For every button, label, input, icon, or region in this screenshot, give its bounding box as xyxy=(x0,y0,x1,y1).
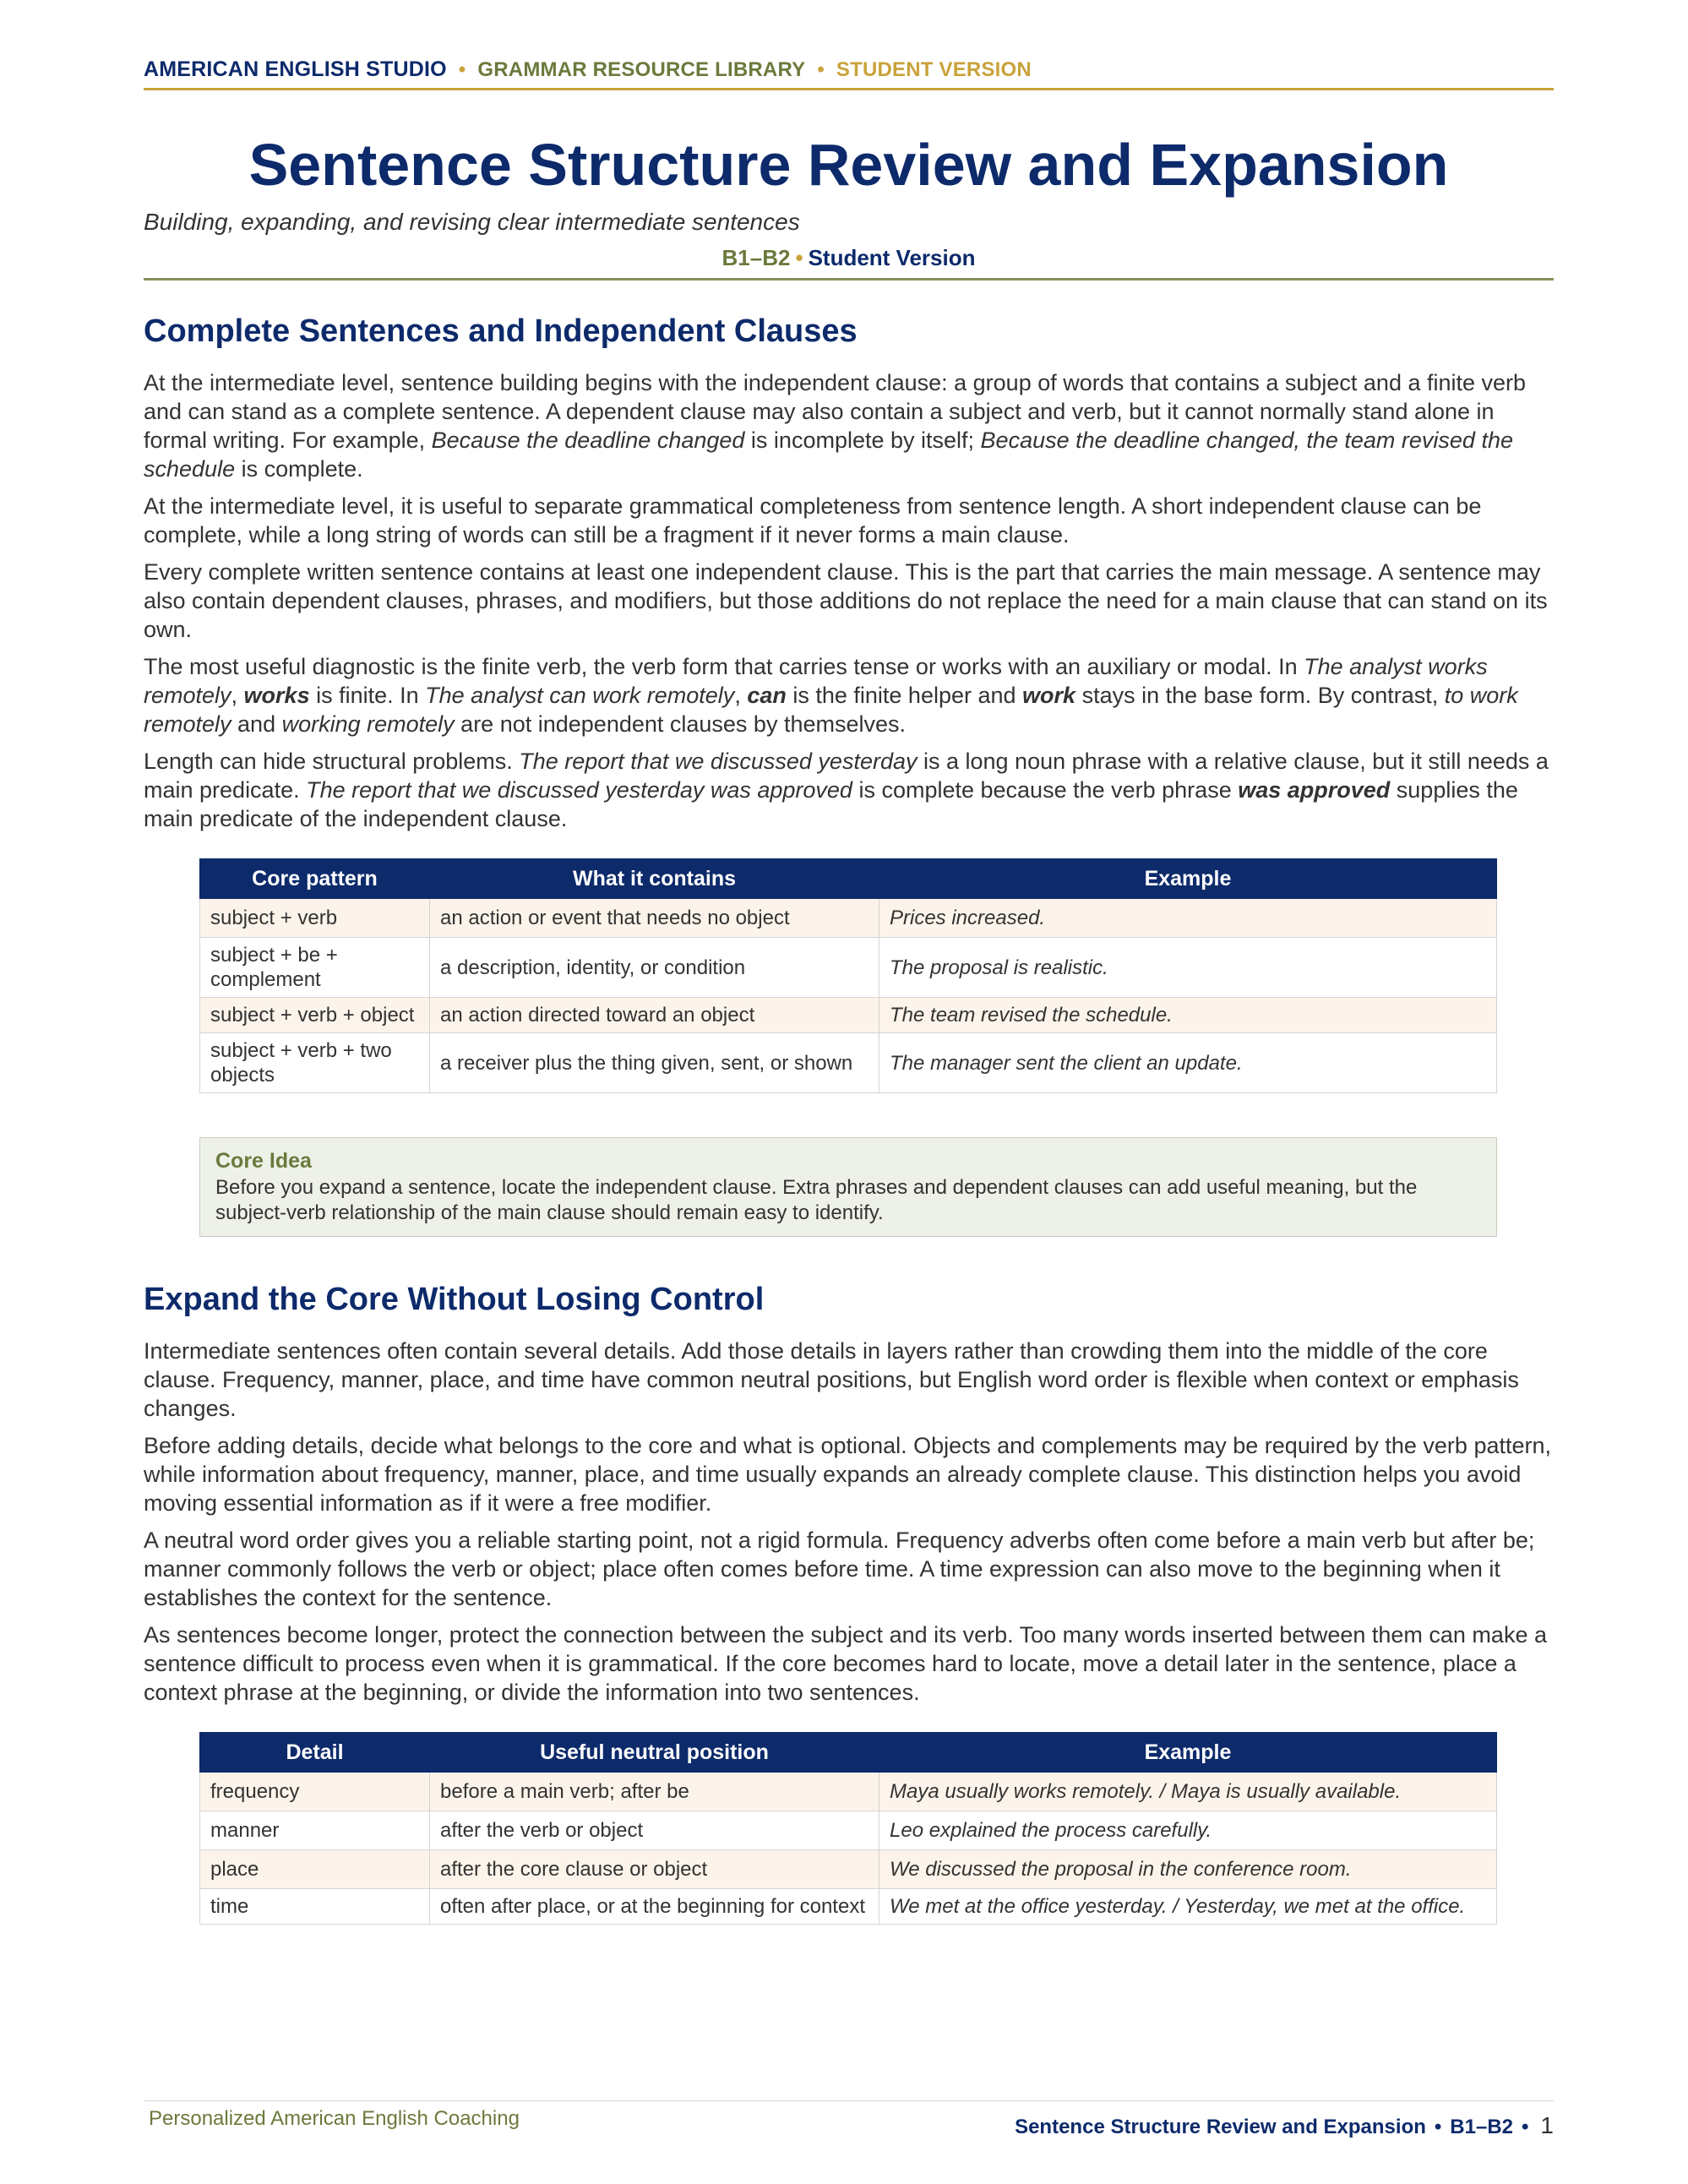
text-run: Length can hide structural problems. xyxy=(144,749,520,774)
column-header: Useful neutral position xyxy=(430,1733,879,1773)
example-phrase: Because the deadline changed xyxy=(431,428,745,453)
example-cell: The team revised the schedule. xyxy=(879,998,1497,1033)
page-subtitle: Building, expanding, and revising clear intermediate sentences xyxy=(144,209,800,235)
page-content xyxy=(144,52,1554,1925)
table-row xyxy=(200,1889,1497,1925)
level-label: B1–B2 xyxy=(721,245,791,270)
example-phrase: working remotely xyxy=(281,711,455,737)
text-run: is incomplete by itself; xyxy=(744,428,981,453)
text-run: , xyxy=(734,683,748,708)
text-run: supplies the main predicate of the independent clause. xyxy=(144,777,1518,831)
core-pattern-table xyxy=(199,858,1497,1093)
table-row xyxy=(200,1850,1497,1889)
table-cell: frequency xyxy=(200,1773,430,1811)
footer-separator: • xyxy=(1434,2116,1442,2138)
table-cell: a receiver plus the thing given, sent, or shown xyxy=(430,1033,879,1093)
table-header-row xyxy=(200,859,1497,899)
example-cell: Leo explained the process carefully. xyxy=(879,1811,1497,1850)
level-separator: • xyxy=(795,245,803,270)
text-run: is finite. In xyxy=(309,683,426,708)
header-brand: AMERICAN ENGLISH STUDIO xyxy=(144,57,447,81)
header-separator: • xyxy=(458,58,466,81)
table-row xyxy=(200,899,1497,938)
page-footer xyxy=(144,2100,1554,2138)
column-header: Example xyxy=(879,859,1497,899)
table-row xyxy=(200,938,1497,998)
table-cell: a description, identity, or condition xyxy=(430,938,879,998)
table-row xyxy=(200,1773,1497,1811)
footer-left-text: Personalized American English Coaching xyxy=(149,2107,520,2130)
paragraph: As sentences become longer, protect the connection between the subject and its verb. Too many words inserted between them can make a sentence difficult to process even when it is grammatical. If the core becomes hard to locate, move a detail later in the sentence, place a context phrase at the beginning, or divide the information into two sentences. xyxy=(144,1622,1547,1705)
emphasized-term: works xyxy=(243,683,310,708)
example-phrase: The report that we discussed yesterday xyxy=(519,749,918,774)
header-rule xyxy=(144,88,1554,90)
example-phrase: The analyst works remotely xyxy=(144,654,1488,708)
table-cell: after the verb or object xyxy=(430,1811,879,1850)
table-cell: before a main verb; after be xyxy=(430,1773,879,1811)
text-run: are not independent clauses by themselves. xyxy=(454,711,907,737)
page-number: 1 xyxy=(1540,2112,1554,2138)
example-cell: Prices increased. xyxy=(879,899,1497,938)
text-run: The most useful diagnostic is the finite verb, the verb form that carries tense or works with an auxiliary or modal. In xyxy=(144,654,1304,679)
callout-title: Core Idea xyxy=(215,1149,312,1173)
table-cell: subject + verb + object xyxy=(200,998,430,1033)
table-row xyxy=(200,1811,1497,1850)
paragraph xyxy=(144,652,1554,738)
table-header-row xyxy=(200,1733,1497,1773)
paragraph: Intermediate sentences often contain several details. Add those details in layers rather than crowding them into the middle of the core clause. Frequency, manner, place, and time have common neutral positions, but English word order is flexible when context or emphasis changes. xyxy=(144,1338,1519,1421)
text-run: is the finite helper and xyxy=(786,683,1023,708)
footer-separator: • xyxy=(1522,2116,1529,2138)
emphasized-term: work xyxy=(1022,683,1076,708)
header-library: GRAMMAR RESOURCE LIBRARY xyxy=(477,58,806,81)
table-cell: subject + verb + two objects xyxy=(200,1033,430,1093)
table-cell: subject + be + complement xyxy=(200,938,430,998)
paragraph xyxy=(144,368,1554,483)
column-header: Core pattern xyxy=(200,859,430,899)
text-run: and xyxy=(231,711,282,737)
section-heading: Expand the Core Without Losing Control xyxy=(144,1282,765,1317)
header-version: STUDENT VERSION xyxy=(836,58,1032,81)
core-idea-callout xyxy=(199,1137,1497,1237)
column-header: What it contains xyxy=(430,859,879,899)
footer-rule xyxy=(144,2100,1554,2101)
table-cell: time xyxy=(200,1889,430,1925)
emphasized-term: was approved xyxy=(1238,777,1391,803)
table-cell: often after place, or at the beginning for context xyxy=(430,1889,879,1925)
text-run: stays in the base form. By contrast, xyxy=(1075,683,1445,708)
header-separator: • xyxy=(817,58,825,81)
table-row xyxy=(200,1033,1497,1093)
detail-position-table xyxy=(199,1732,1497,1925)
version-label: Student Version xyxy=(808,245,976,270)
text-run: is complete because the verb phrase xyxy=(852,777,1239,803)
example-cell: Maya usually works remotely. / Maya is usually available. xyxy=(879,1773,1497,1811)
column-header: Detail xyxy=(200,1733,430,1773)
table-cell: an action directed toward an object xyxy=(430,998,879,1033)
example-phrase: Because the deadline changed, the team revised the schedule xyxy=(144,428,1513,482)
table-cell: after the core clause or object xyxy=(430,1850,879,1889)
title-rule xyxy=(144,278,1554,280)
table-row xyxy=(200,998,1497,1033)
text-run: is a long noun phrase with a relative clause, but it still needs a main predicate. xyxy=(144,749,1549,803)
example-cell: We discussed the proposal in the conference room. xyxy=(879,1850,1497,1889)
emphasized-term: can xyxy=(747,683,787,708)
table-cell: subject + verb xyxy=(200,899,430,938)
column-header: Example xyxy=(879,1733,1497,1773)
page-title: Sentence Structure Review and Expansion xyxy=(248,132,1449,198)
example-cell: The proposal is realistic. xyxy=(879,938,1497,998)
example-cell: We met at the office yesterday. / Yesterday, we met at the office. xyxy=(879,1889,1497,1925)
section-heading: Complete Sentences and Independent Clauses xyxy=(144,313,858,349)
text-run: At the intermediate level, sentence building begins with the independent clause: a group of words that contains a subject and a finite verb and can stand as a complete sentence. A dependent clause may also contain a subject and verb, but it cannot normally stand alone in formal writing. For example, xyxy=(144,370,1527,453)
footer-doc-title: Sentence Structure Review and Expansion xyxy=(1015,2116,1426,2138)
text-run: is complete. xyxy=(235,456,363,482)
header-bar xyxy=(144,52,1554,86)
table-cell: an action or event that needs no object xyxy=(430,899,879,938)
paragraph: Every complete written sentence contains at least one independent clause. This is the part that carries the main message. A sentence may also contain dependent clauses, phrases, and modifiers, but those additions do not replace the need for a main clause that can stand on its own. xyxy=(144,559,1548,642)
footer-right xyxy=(1015,2112,1554,2139)
example-phrase: The analyst can work remotely xyxy=(425,683,735,708)
paragraph: A neutral word order gives you a reliable starting point, not a rigid formula. Frequency adverbs often come before a main verb but after be; manner commonly follows the verb or object; place often comes before time. A time expression can also move to the beginning when it establishes the context for the sentence. xyxy=(144,1528,1535,1610)
text-run: , xyxy=(231,683,244,708)
paragraph xyxy=(144,747,1554,833)
paragraph: At the intermediate level, it is useful to separate grammatical completeness from sentence length. A short independent clause can be complete, while a long string of words can still be a fragment if it never forms a main clause. xyxy=(144,493,1482,547)
level-line xyxy=(144,242,1554,273)
table-cell: manner xyxy=(200,1811,430,1850)
footer-level: B1–B2 xyxy=(1450,2116,1514,2138)
paragraph: Before adding details, decide what belongs to the core and what is optional. Objects and complements may be required by the verb pattern, while information about frequency, manner, place, and time usually expands an already complete clause. This distinction helps you avoid moving essential information as if it were a free modifier. xyxy=(144,1433,1551,1516)
table-cell: place xyxy=(200,1850,430,1889)
example-phrase: to work remotely xyxy=(144,683,1518,737)
callout-body: Before you expand a sentence, locate the independent clause. Extra phrases and dependent clauses can add useful meaning, but the subject-verb relationship of the main clause should remain easy to identify. xyxy=(215,1176,1418,1224)
example-cell: The manager sent the client an update. xyxy=(879,1033,1497,1093)
example-phrase: The report that we discussed yesterday was approved xyxy=(306,777,852,803)
